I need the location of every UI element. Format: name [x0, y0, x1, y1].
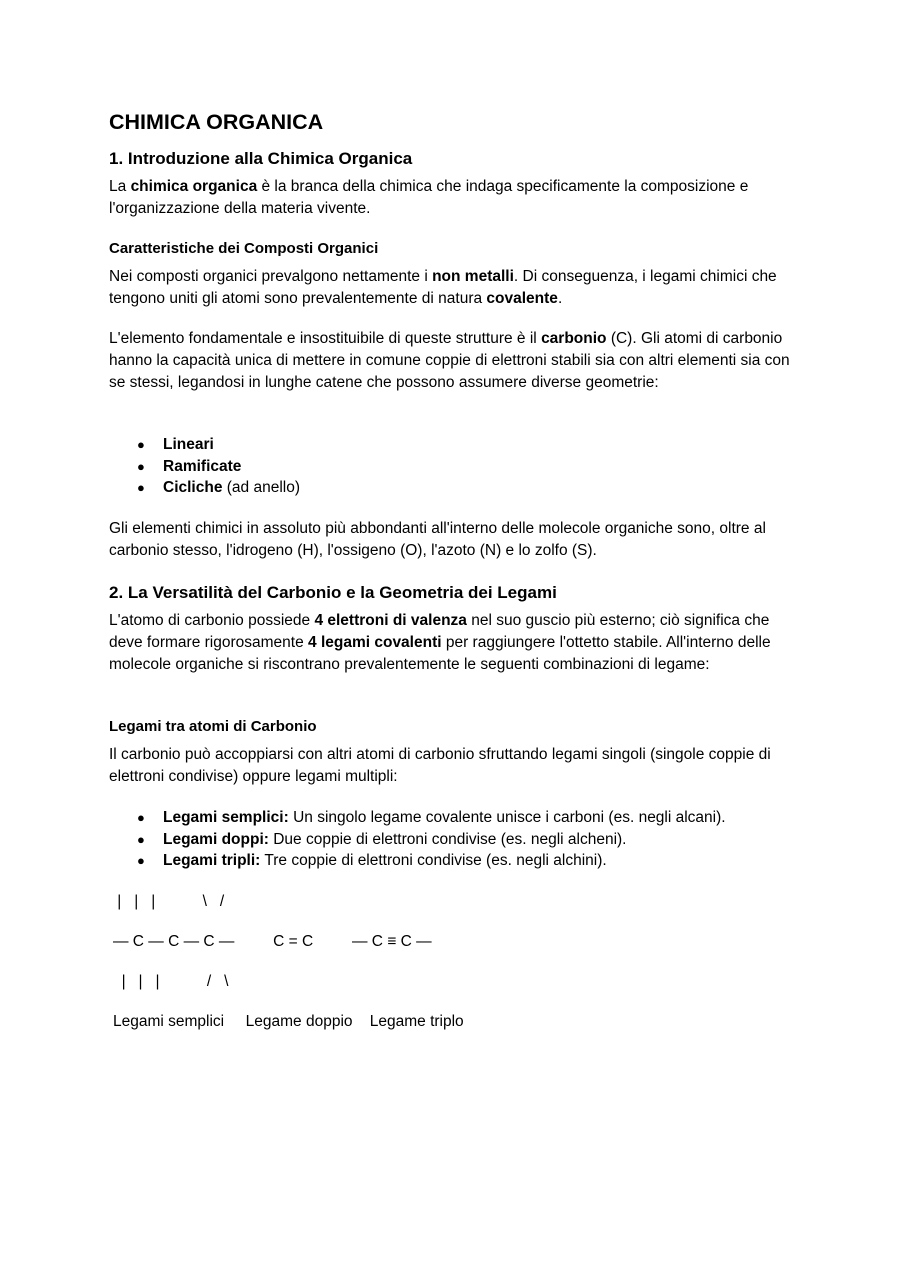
geometry-list — [109, 434, 300, 499]
section-2-heading: 2. La Versatilità del Carbonio e la Geometria dei Legami — [109, 583, 557, 602]
section-1-paragraph-1: La chimica organica è la branca della chimica che indaga specificamente la composizione e l'organizzazione della materia vivente. — [109, 178, 749, 217]
bullet-icon: ● — [137, 853, 145, 869]
bullet-icon: ● — [137, 810, 145, 825]
section-1-heading: 1. Introduzione alla Chimica Organica — [109, 149, 413, 168]
bond-diagram-formula-line: — C — C — C — C = C — C ≡ C — — [113, 933, 432, 950]
list-item: ● Legami tripli: Tre coppie di elettroni condivise (es. negli alchini). — [109, 850, 726, 872]
section-2-paragraph-1: L'atomo di carbonio possiede 4 elettroni di valenza nel suo guscio più esterno; ciò significa che deve formare rigorosamente 4 legami covalenti per raggiungere l'ottetto stabile. All'interno delle molecole organiche si riscontrano prevalentemente le seguenti combinazioni di legame: — [109, 612, 771, 673]
bullet-icon: ● — [137, 437, 145, 452]
section-1-paragraph-2: Nei composti organici prevalgono nettamente i non metalli. Di conseguenza, i legami chimici che tengono uniti gli atomi sono prevalentemente di natura covalente. — [109, 268, 777, 307]
list-item: ● Lineari — [109, 434, 300, 456]
bond-diagram-labels: Legami semplici Legame doppio Legame triplo — [113, 1013, 464, 1030]
list-item: ● Ramificate — [109, 456, 300, 478]
section-1-paragraph-4: Gli elementi chimici in assoluto più abbondanti all'interno delle molecole organiche sono, oltre al carbonio stesso, l'idrogeno (H), l'ossigeno (O), l'azoto (N) e lo zolfo (S). — [109, 520, 766, 559]
section-2-subheading: Legami tra atomi di Carbonio — [109, 718, 317, 735]
list-item: ● Legami doppi: Due coppie di elettroni condivise (es. negli alcheni). — [109, 829, 726, 851]
list-item: ● Legami semplici: Un singolo legame covalente unisce i carboni (es. negli alcani). — [109, 807, 726, 829]
section-2-paragraph-2: Il carbonio può accoppiarsi con altri atomi di carbonio sfruttando legami singoli (singole coppie di elettroni condivise) oppure legami multipli: — [109, 746, 771, 785]
document-title: CHIMICA ORGANICA — [109, 110, 324, 134]
bullet-icon: ● — [137, 831, 145, 847]
section-1-subheading: Caratteristiche dei Composti Organici — [109, 240, 379, 257]
bond-diagram-bottom-line: | | | / \ — [113, 973, 229, 990]
section-1-paragraph-3: L'elemento fondamentale e insostituibile di queste strutture è il carbonio (C). Gli atomi di carbonio hanno la capacità unica di mettere in comune coppie di elettroni stabili sia con altri elementi sia con se stessi, legandosi in lunghe catene che possono assumere diverse geometrie: — [109, 330, 790, 391]
bond-diagram-top-line: | | | \ / — [113, 893, 225, 910]
list-item: ● Cicliche (ad anello) — [109, 477, 300, 499]
bullet-icon: ● — [137, 480, 145, 496]
bond-types-list — [109, 807, 726, 872]
bullet-icon: ● — [137, 458, 145, 474]
